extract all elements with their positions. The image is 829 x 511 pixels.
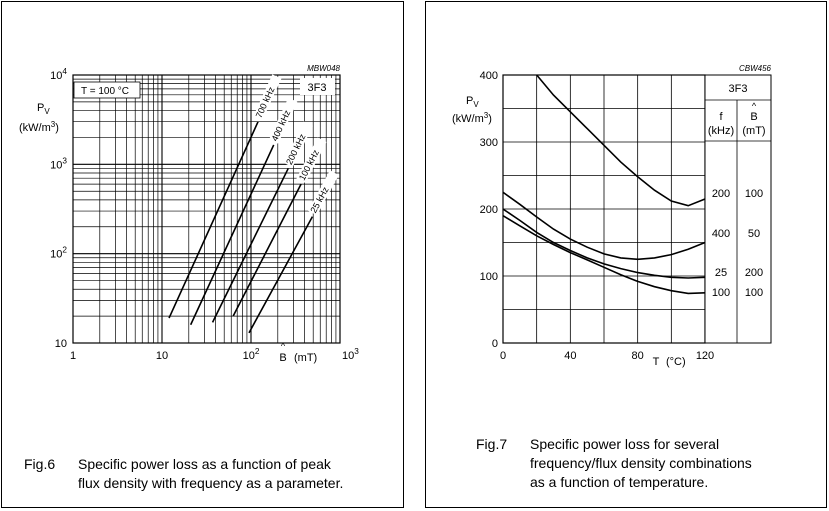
series-line (249, 217, 312, 333)
series-line (233, 184, 301, 316)
condition-label: T = 100 °C (81, 86, 130, 97)
figure-6-caption-line: Specific power loss as a function of peak (78, 456, 331, 472)
y-tick-label: $10^4$ (50, 67, 67, 82)
table-header-b: B (750, 111, 758, 123)
x-tick-label: 80 (631, 350, 644, 362)
x-tick-label: 10 (155, 350, 169, 362)
figure-6-label: Fig.6 (24, 456, 56, 472)
figure-7-caption-line: frequency/flux density combinations (530, 455, 752, 471)
legend-table (705, 75, 771, 343)
series-label: 25 kHz (308, 185, 331, 215)
legend-flux-density: 50 (747, 228, 761, 240)
figure-6-caption-line: flux density with frequency as a parameter. (78, 475, 344, 491)
table-header-f: f (719, 111, 723, 123)
y-axis-unit: $(kW/m^3)$ (19, 120, 59, 134)
table-header-b-unit: (mT) (742, 125, 766, 137)
x-axis-unit: (°C) (666, 356, 686, 368)
y-axis-unit: $(kW/m^3)$ (452, 111, 492, 125)
figure-7-caption-line: as a function of temperature. (530, 474, 709, 490)
x-tick-label: 0 (499, 350, 507, 362)
legend-frequency: 200 (711, 188, 731, 200)
legend-frequency: 25 (714, 267, 728, 279)
figure-6-chart (2, 2, 405, 509)
x-axis-label: B (279, 352, 287, 364)
y-tick-label: 400 (479, 70, 498, 82)
table-header-f-unit: (kHz) (707, 125, 735, 137)
table-header-b-hat: ^ (751, 101, 757, 111)
y-tick-label: 100 (479, 271, 498, 283)
y-axis-label: $P_V$ (466, 95, 479, 109)
figure-code: MBW048 (307, 64, 340, 73)
x-axis-label-hat: ^ (280, 341, 286, 351)
series-label: 700 kHz (253, 85, 277, 120)
figure-7-chart (426, 2, 828, 509)
legend-frequency: 400 (711, 228, 731, 240)
x-axis-label: T (652, 356, 660, 368)
series-label-group (253, 74, 281, 120)
figure-code: CBW456 (738, 64, 771, 73)
material-label: 3F3 (728, 83, 748, 95)
y-tick-label: 200 (479, 204, 498, 216)
y-tick-label: $10^2$ (50, 245, 67, 261)
y-axis-label: $P_V$ (37, 102, 50, 116)
y-tick-label: $10^3$ (50, 156, 67, 172)
series-label: 200 kHz (284, 132, 308, 167)
x-tick-label: 120 (695, 350, 715, 362)
x-tick-label: 40 (564, 350, 577, 362)
y-tick-label: 300 (479, 137, 498, 149)
figure-7-label: Fig.7 (476, 436, 508, 452)
figure-7-panel (425, 1, 827, 508)
figure-6-panel (1, 1, 404, 508)
plot-frame (73, 75, 340, 343)
legend-frequency: 100 (711, 287, 731, 299)
material-label: 3F3 (307, 82, 327, 94)
legend-flux-density: 100 (744, 188, 764, 200)
series-label: 100 kHz (296, 148, 321, 183)
series-line (191, 145, 274, 325)
series-line (169, 122, 258, 318)
y-tick-label: 10 (54, 338, 67, 350)
series-label-group (308, 170, 339, 215)
legend-flux-density: 100 (744, 287, 764, 299)
x-tick-label: $10^3$ (342, 347, 359, 362)
x-axis-unit: (mT) (294, 352, 318, 364)
x-tick-label: 1 (69, 350, 77, 362)
figure-7-caption-line: Specific power loss for several (530, 436, 720, 452)
series-line (537, 75, 705, 206)
series-label: 400 kHz (269, 108, 293, 143)
y-tick-label: 0 (491, 338, 498, 350)
legend-flux-density: 200 (744, 267, 764, 279)
x-tick-label: $10^2$ (242, 347, 260, 362)
